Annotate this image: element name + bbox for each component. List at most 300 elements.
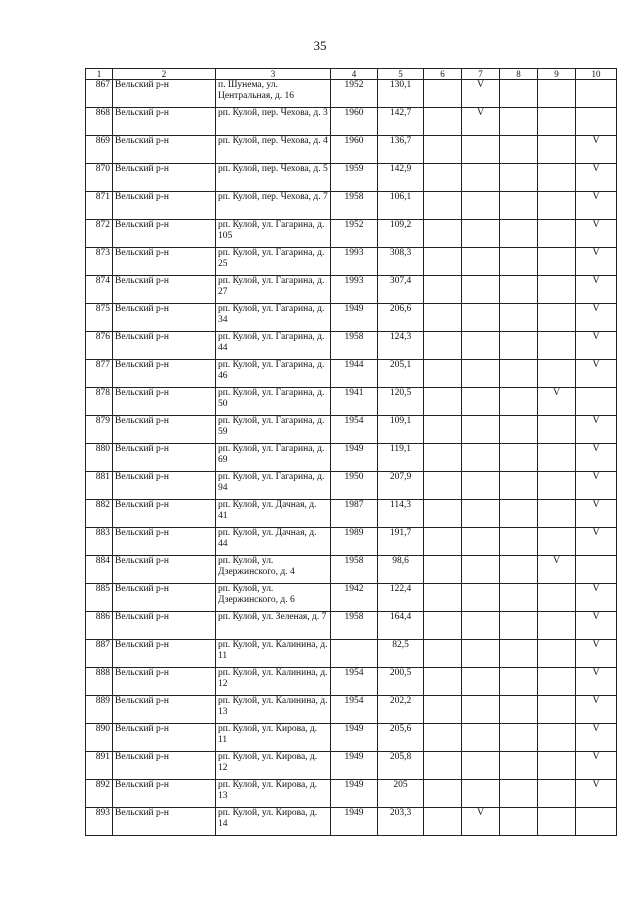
column-10-cell — [576, 808, 617, 836]
column-10-cell: V — [576, 164, 617, 192]
column-8-cell — [500, 108, 538, 136]
column-6-cell — [424, 472, 462, 500]
year-built-cell: 1958 — [331, 556, 378, 584]
area-cell: 200,5 — [378, 668, 424, 696]
table-row — [86, 276, 617, 304]
table-row — [86, 584, 617, 612]
address-cell: рп. Кулой, ул. Гагарина, д. 69 — [216, 444, 331, 472]
column-10-cell — [576, 388, 617, 416]
column-7-cell: V — [462, 808, 500, 836]
column-9-cell — [538, 80, 576, 108]
column-7-cell: V — [462, 80, 500, 108]
column-7-cell — [462, 388, 500, 416]
year-built-cell: 1949 — [331, 304, 378, 332]
district-cell: Вельский р-н — [113, 696, 216, 724]
column-8-cell — [500, 164, 538, 192]
address-cell: рп. Кулой, ул. Кирова, д. 13 — [216, 780, 331, 808]
column-9-cell — [538, 752, 576, 780]
column-9-cell — [538, 724, 576, 752]
column-header-9: 9 — [538, 69, 576, 80]
table-row — [86, 668, 617, 696]
district-cell: Вельский р-н — [113, 808, 216, 836]
year-built-cell — [331, 640, 378, 668]
column-8-cell — [500, 612, 538, 640]
column-7-cell — [462, 612, 500, 640]
column-8-cell — [500, 528, 538, 556]
area-cell: 191,7 — [378, 528, 424, 556]
column-8-cell — [500, 752, 538, 780]
table-row — [86, 612, 617, 640]
column-10-cell: V — [576, 304, 617, 332]
area-cell: 164,4 — [378, 612, 424, 640]
column-6-cell — [424, 192, 462, 220]
table-row — [86, 556, 617, 584]
row-number-cell: 891 — [86, 752, 113, 780]
column-6-cell — [424, 696, 462, 724]
area-cell: 205,6 — [378, 724, 424, 752]
column-10-cell: V — [576, 248, 617, 276]
address-cell: рп. Кулой, ул. Дачная, д. 44 — [216, 528, 331, 556]
column-10-cell: V — [576, 612, 617, 640]
row-number-cell: 893 — [86, 808, 113, 836]
page-number: 35 — [313, 38, 327, 53]
column-header-6: 6 — [424, 69, 462, 80]
district-cell: Вельский р-н — [113, 752, 216, 780]
table-row — [86, 724, 617, 752]
year-built-cell: 1941 — [331, 388, 378, 416]
table-row — [86, 528, 617, 556]
table-row — [86, 220, 617, 248]
address-cell: рп. Кулой, ул. Гагарина, д. 105 — [216, 220, 331, 248]
column-10-cell: V — [576, 528, 617, 556]
column-10-cell: V — [576, 472, 617, 500]
table-row — [86, 80, 617, 108]
column-6-cell — [424, 248, 462, 276]
year-built-cell: 1949 — [331, 752, 378, 780]
column-9-cell — [538, 192, 576, 220]
column-10-cell: V — [576, 444, 617, 472]
district-cell: Вельский р-н — [113, 472, 216, 500]
year-built-cell: 1960 — [331, 108, 378, 136]
column-8-cell — [500, 332, 538, 360]
address-cell: рп. Кулой, ул. Кирова, д. 12 — [216, 752, 331, 780]
address-cell: рп. Кулой, ул. Гагарина, д. 59 — [216, 416, 331, 444]
column-8-cell — [500, 276, 538, 304]
district-cell: Вельский р-н — [113, 248, 216, 276]
column-9-cell — [538, 276, 576, 304]
column-10-cell: V — [576, 192, 617, 220]
area-cell: 307,4 — [378, 276, 424, 304]
column-header-7: 7 — [462, 69, 500, 80]
row-number-cell: 871 — [86, 192, 113, 220]
column-9-cell — [538, 528, 576, 556]
table-row — [86, 360, 617, 388]
area-cell: 142,7 — [378, 108, 424, 136]
district-cell: Вельский р-н — [113, 220, 216, 248]
column-header-1: 1 — [86, 69, 113, 80]
table-row — [86, 808, 617, 836]
address-cell: рп. Кулой, ул. Калинина, д. 13 — [216, 696, 331, 724]
area-cell: 109,1 — [378, 416, 424, 444]
column-6-cell — [424, 612, 462, 640]
district-cell: Вельский р-н — [113, 724, 216, 752]
column-6-cell — [424, 556, 462, 584]
column-10-cell: V — [576, 276, 617, 304]
table-row — [86, 108, 617, 136]
column-9-cell: V — [538, 556, 576, 584]
year-built-cell: 1950 — [331, 472, 378, 500]
row-number-cell: 885 — [86, 584, 113, 612]
column-6-cell — [424, 668, 462, 696]
district-cell: Вельский р-н — [113, 612, 216, 640]
column-9-cell — [538, 164, 576, 192]
table-row — [86, 640, 617, 668]
year-built-cell: 1954 — [331, 668, 378, 696]
table-row — [86, 164, 617, 192]
district-cell: Вельский р-н — [113, 164, 216, 192]
column-8-cell — [500, 668, 538, 696]
district-cell: Вельский р-н — [113, 192, 216, 220]
column-9-cell — [538, 472, 576, 500]
column-6-cell — [424, 136, 462, 164]
table-header — [86, 69, 617, 80]
column-8-cell — [500, 192, 538, 220]
column-9-cell — [538, 640, 576, 668]
district-cell: Вельский р-н — [113, 780, 216, 808]
column-7-cell — [462, 528, 500, 556]
year-built-cell: 1954 — [331, 696, 378, 724]
column-9-cell — [538, 444, 576, 472]
address-cell: рп. Кулой, пер. Чехова, д. 5 — [216, 164, 331, 192]
column-6-cell — [424, 388, 462, 416]
column-10-cell: V — [576, 724, 617, 752]
year-built-cell: 1942 — [331, 584, 378, 612]
address-cell: рп. Кулой, ул. Гагарина, д. 27 — [216, 276, 331, 304]
column-7-cell — [462, 584, 500, 612]
table-row — [86, 780, 617, 808]
district-cell: Вельский р-н — [113, 528, 216, 556]
area-cell: 114,3 — [378, 500, 424, 528]
column-7-cell — [462, 192, 500, 220]
address-cell: рп. Кулой, ул. Зеленая, д. 7 — [216, 612, 331, 640]
year-built-cell: 1949 — [331, 444, 378, 472]
column-9-cell — [538, 304, 576, 332]
row-number-cell: 869 — [86, 136, 113, 164]
column-8-cell — [500, 640, 538, 668]
row-number-cell: 868 — [86, 108, 113, 136]
table-row — [86, 248, 617, 276]
column-8-cell — [500, 360, 538, 388]
year-built-cell: 1960 — [331, 136, 378, 164]
row-number-cell: 867 — [86, 80, 113, 108]
table-row — [86, 752, 617, 780]
column-10-cell: V — [576, 136, 617, 164]
column-10-cell: V — [576, 640, 617, 668]
row-number-cell: 881 — [86, 472, 113, 500]
year-built-cell: 1989 — [331, 528, 378, 556]
district-cell: Вельский р-н — [113, 332, 216, 360]
column-7-cell — [462, 640, 500, 668]
year-built-cell: 1993 — [331, 248, 378, 276]
column-6-cell — [424, 640, 462, 668]
district-cell: Вельский р-н — [113, 388, 216, 416]
row-number-cell: 878 — [86, 388, 113, 416]
column-7-cell — [462, 304, 500, 332]
column-7-cell — [462, 360, 500, 388]
column-9-cell: V — [538, 388, 576, 416]
year-built-cell: 1958 — [331, 192, 378, 220]
area-cell: 202,2 — [378, 696, 424, 724]
column-10-cell: V — [576, 752, 617, 780]
district-cell: Вельский р-н — [113, 108, 216, 136]
column-7-cell: V — [462, 108, 500, 136]
column-8-cell — [500, 220, 538, 248]
row-number-cell: 874 — [86, 276, 113, 304]
column-6-cell — [424, 220, 462, 248]
district-cell: Вельский р-н — [113, 136, 216, 164]
address-cell: рп. Кулой, ул. Гагарина, д. 25 — [216, 248, 331, 276]
district-cell: Вельский р-н — [113, 360, 216, 388]
address-cell: рп. Кулой, ул. Кирова, д. 11 — [216, 724, 331, 752]
column-9-cell — [538, 220, 576, 248]
district-cell: Вельский р-н — [113, 500, 216, 528]
area-cell: 206,6 — [378, 304, 424, 332]
column-9-cell — [538, 416, 576, 444]
table-row — [86, 472, 617, 500]
column-6-cell — [424, 584, 462, 612]
column-8-cell — [500, 304, 538, 332]
column-9-cell — [538, 500, 576, 528]
column-6-cell — [424, 164, 462, 192]
column-9-cell — [538, 808, 576, 836]
area-cell: 205 — [378, 780, 424, 808]
year-built-cell: 1958 — [331, 332, 378, 360]
area-cell: 205,8 — [378, 752, 424, 780]
column-8-cell — [500, 696, 538, 724]
column-10-cell: V — [576, 332, 617, 360]
column-8-cell — [500, 724, 538, 752]
column-9-cell — [538, 248, 576, 276]
row-number-cell: 873 — [86, 248, 113, 276]
address-cell: рп. Кулой, ул. Калинина, д. 12 — [216, 668, 331, 696]
column-7-cell — [462, 780, 500, 808]
area-cell: 130,1 — [378, 80, 424, 108]
column-10-cell — [576, 556, 617, 584]
year-built-cell: 1944 — [331, 360, 378, 388]
district-cell: Вельский р-н — [113, 276, 216, 304]
column-header-4: 4 — [331, 69, 378, 80]
year-built-cell: 1949 — [331, 808, 378, 836]
year-built-cell: 1952 — [331, 80, 378, 108]
table-row — [86, 444, 617, 472]
column-7-cell — [462, 164, 500, 192]
column-9-cell — [538, 584, 576, 612]
address-cell: рп. Кулой, ул. Гагарина, д. 50 — [216, 388, 331, 416]
column-10-cell — [576, 108, 617, 136]
area-cell: 308,3 — [378, 248, 424, 276]
column-10-cell: V — [576, 360, 617, 388]
column-7-cell — [462, 276, 500, 304]
address-cell: рп. Кулой, пер. Чехова, д. 7 — [216, 192, 331, 220]
column-10-cell: V — [576, 220, 617, 248]
area-cell: 120,5 — [378, 388, 424, 416]
column-6-cell — [424, 500, 462, 528]
area-cell: 119,1 — [378, 444, 424, 472]
column-6-cell — [424, 108, 462, 136]
column-10-cell: V — [576, 696, 617, 724]
column-10-cell: V — [576, 668, 617, 696]
row-number-cell: 875 — [86, 304, 113, 332]
column-8-cell — [500, 136, 538, 164]
row-number-cell: 886 — [86, 612, 113, 640]
row-number-cell: 884 — [86, 556, 113, 584]
column-7-cell — [462, 724, 500, 752]
table-row — [86, 416, 617, 444]
column-8-cell — [500, 584, 538, 612]
row-number-cell: 872 — [86, 220, 113, 248]
area-cell: 203,3 — [378, 808, 424, 836]
column-10-cell: V — [576, 416, 617, 444]
address-cell: рп. Кулой, ул. Кирова, д. 14 — [216, 808, 331, 836]
year-built-cell: 1959 — [331, 164, 378, 192]
year-built-cell: 1949 — [331, 780, 378, 808]
column-6-cell — [424, 444, 462, 472]
column-8-cell — [500, 780, 538, 808]
district-cell: Вельский р-н — [113, 444, 216, 472]
address-cell: рп. Кулой, ул. Дачная, д. 41 — [216, 500, 331, 528]
column-header-2: 2 — [113, 69, 216, 80]
district-cell: Вельский р-н — [113, 304, 216, 332]
column-6-cell — [424, 416, 462, 444]
column-8-cell — [500, 444, 538, 472]
column-10-cell: V — [576, 500, 617, 528]
column-8-cell — [500, 80, 538, 108]
area-cell: 98,6 — [378, 556, 424, 584]
column-7-cell — [462, 416, 500, 444]
address-cell: рп. Кулой, ул. Гагарина, д. 94 — [216, 472, 331, 500]
housing-registry-table — [85, 68, 617, 836]
area-cell: 205,1 — [378, 360, 424, 388]
column-9-cell — [538, 332, 576, 360]
column-8-cell — [500, 248, 538, 276]
column-8-cell — [500, 472, 538, 500]
column-8-cell — [500, 500, 538, 528]
year-built-cell: 1954 — [331, 416, 378, 444]
district-cell: Вельский р-н — [113, 80, 216, 108]
table-body — [86, 80, 617, 836]
column-9-cell — [538, 360, 576, 388]
column-7-cell — [462, 136, 500, 164]
table-row — [86, 332, 617, 360]
column-6-cell — [424, 304, 462, 332]
district-cell: Вельский р-н — [113, 556, 216, 584]
row-number-cell: 882 — [86, 500, 113, 528]
year-built-cell: 1952 — [331, 220, 378, 248]
column-8-cell — [500, 556, 538, 584]
column-6-cell — [424, 724, 462, 752]
column-7-cell — [462, 220, 500, 248]
district-cell: Вельский р-н — [113, 668, 216, 696]
district-cell: Вельский р-н — [113, 584, 216, 612]
row-number-cell: 876 — [86, 332, 113, 360]
column-10-cell: V — [576, 584, 617, 612]
table-row — [86, 192, 617, 220]
table-row — [86, 696, 617, 724]
area-cell: 82,5 — [378, 640, 424, 668]
column-7-cell — [462, 752, 500, 780]
column-6-cell — [424, 332, 462, 360]
column-9-cell — [538, 108, 576, 136]
area-cell: 106,1 — [378, 192, 424, 220]
area-cell: 207,9 — [378, 472, 424, 500]
column-number-row — [86, 69, 617, 80]
column-10-cell: V — [576, 780, 617, 808]
address-cell: рп. Кулой, ул. Дзержинского, д. 4 — [216, 556, 331, 584]
address-cell: рп. Кулой, пер. Чехова, д. 3 — [216, 108, 331, 136]
address-cell: рп. Кулой, ул. Гагарина, д. 44 — [216, 332, 331, 360]
column-6-cell — [424, 528, 462, 556]
column-9-cell — [538, 780, 576, 808]
district-cell: Вельский р-н — [113, 416, 216, 444]
column-6-cell — [424, 808, 462, 836]
row-number-cell: 890 — [86, 724, 113, 752]
area-cell: 136,7 — [378, 136, 424, 164]
column-header-8: 8 — [500, 69, 538, 80]
column-7-cell — [462, 248, 500, 276]
area-cell: 109,2 — [378, 220, 424, 248]
column-9-cell — [538, 696, 576, 724]
column-7-cell — [462, 444, 500, 472]
column-7-cell — [462, 500, 500, 528]
table-row — [86, 500, 617, 528]
column-7-cell — [462, 332, 500, 360]
column-6-cell — [424, 276, 462, 304]
address-cell: рп. Кулой, ул. Калинина, д. 11 — [216, 640, 331, 668]
address-cell: рп. Кулой, ул. Гагарина, д. 34 — [216, 304, 331, 332]
column-7-cell — [462, 668, 500, 696]
row-number-cell: 880 — [86, 444, 113, 472]
column-8-cell — [500, 388, 538, 416]
address-cell: п. Шунема, ул. Центральная, д. 16 — [216, 80, 331, 108]
row-number-cell: 877 — [86, 360, 113, 388]
row-number-cell: 879 — [86, 416, 113, 444]
column-9-cell — [538, 136, 576, 164]
row-number-cell: 888 — [86, 668, 113, 696]
column-6-cell — [424, 80, 462, 108]
column-10-cell — [576, 80, 617, 108]
area-cell: 124,3 — [378, 332, 424, 360]
row-number-cell: 892 — [86, 780, 113, 808]
column-header-10: 10 — [576, 69, 617, 80]
address-cell: рп. Кулой, пер. Чехова, д. 4 — [216, 136, 331, 164]
column-6-cell — [424, 360, 462, 388]
row-number-cell: 883 — [86, 528, 113, 556]
column-7-cell — [462, 556, 500, 584]
column-8-cell — [500, 808, 538, 836]
row-number-cell: 887 — [86, 640, 113, 668]
year-built-cell: 1987 — [331, 500, 378, 528]
district-cell: Вельский р-н — [113, 640, 216, 668]
year-built-cell: 1993 — [331, 276, 378, 304]
column-9-cell — [538, 668, 576, 696]
year-built-cell: 1949 — [331, 724, 378, 752]
column-header-3: 3 — [216, 69, 331, 80]
table-row — [86, 136, 617, 164]
column-header-5: 5 — [378, 69, 424, 80]
area-cell: 142,9 — [378, 164, 424, 192]
column-6-cell — [424, 780, 462, 808]
row-number-cell: 889 — [86, 696, 113, 724]
